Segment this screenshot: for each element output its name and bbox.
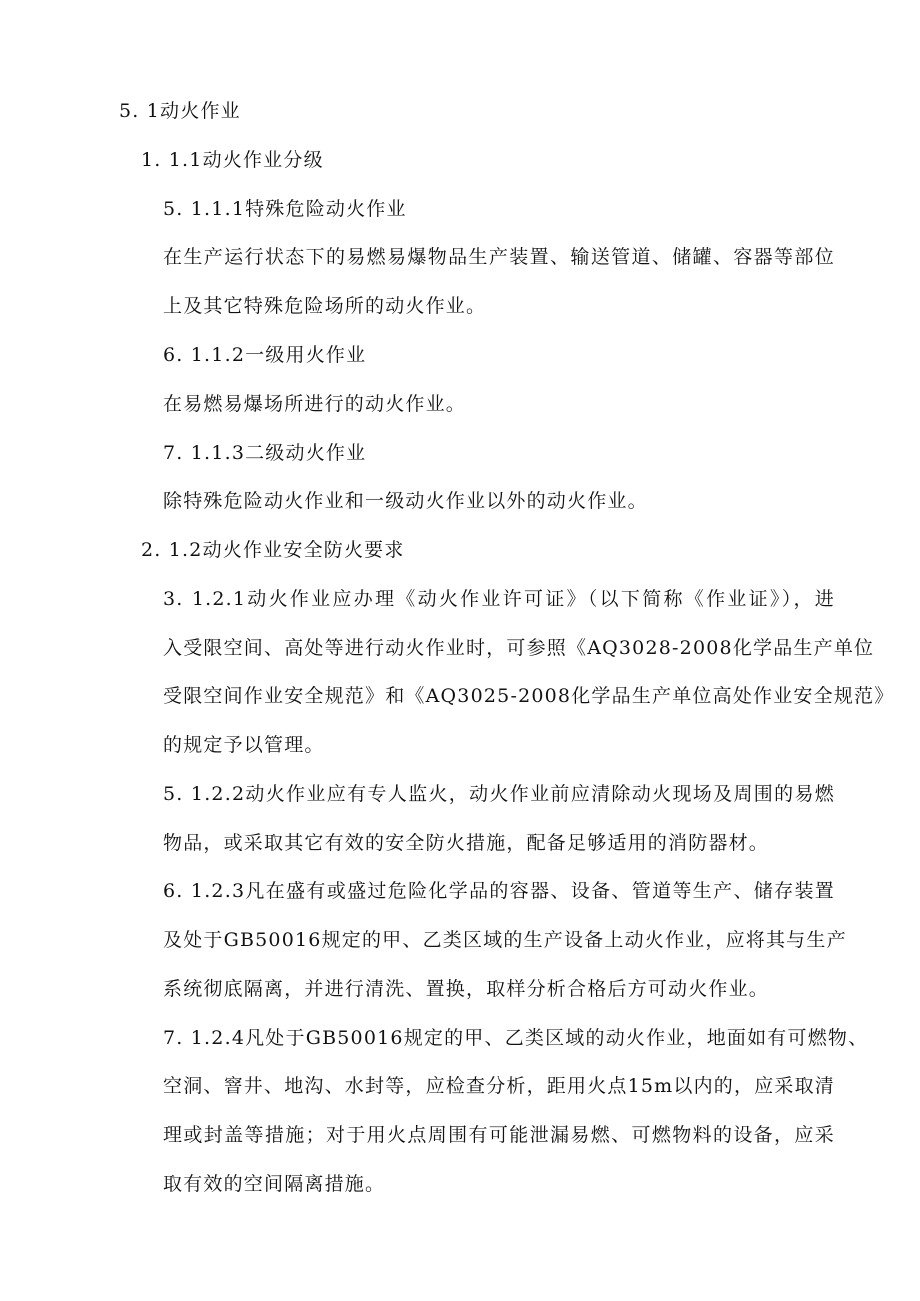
paragraph-text: 入受限空间、高处等进行动火作业时，可参照《AQ3028-2008化学品生产单位 [163, 637, 875, 659]
paragraph-text: 及处于GB50016规定的甲、乙类区域的生产设备上动火作业，应将其与生产 [163, 929, 847, 951]
heading-5-1: 5. 1动火作业 [119, 100, 241, 122]
paragraph-line: 上及其它特殊危险场所的动火作业。 [163, 295, 487, 317]
paragraph-text: 7. 1.2.4凡处于GB50016规定的甲、乙类区域的动火作业，地面如有可燃物、 [163, 1027, 869, 1049]
paragraph-line [163, 878, 835, 904]
paragraph-line: 取有效的空间隔离措施。 [163, 1173, 386, 1195]
paragraph-text: 理或封盖等措施；对于用火点周围有可能泄漏易燃、可燃物料的设备，应采 [163, 1124, 835, 1146]
paragraph-line [163, 1025, 869, 1051]
heading-1-1-1: 1. 1.1动火作业分级 [141, 149, 324, 171]
paragraph-text: 在生产运行状态下的易燃易爆物品生产装置、输送管道、储罐、容器等部位 [163, 246, 835, 268]
heading-1-2: 2. 1.2动火作业安全防火要求 [141, 539, 405, 561]
heading-1-1-2: 6. 1.1.2一级用火作业 [163, 344, 367, 366]
paragraph-line: 物品，或采取其它有效的安全防火措施，配备足够适用的消防器材。 [163, 832, 770, 854]
paragraph-line [163, 1122, 835, 1148]
paragraph-text: 空洞、窨井、地沟、水封等，应检查分析，距用火点15m以内的，应采取清 [163, 1075, 835, 1097]
paragraph-text: 6. 1.2.3凡在盛有或盛过危险化学品的容器、设备、管道等生产、储存装置 [163, 880, 835, 902]
paragraph-line [163, 635, 875, 661]
heading-1-1-1-special: 5. 1.1.1特殊危险动火作业 [163, 198, 407, 220]
paragraph-line [163, 683, 895, 709]
paragraph-text: 3. 1.2.1动火作业应办理《动火作业许可证》（以下简称《作业证》），进 [163, 588, 835, 610]
paragraph-text: 5. 1.2.2动火作业应有专人监火，动火作业前应清除动火现场及周围的易燃 [163, 783, 835, 805]
paragraph-line: 在易燃易爆场所进行的动火作业。 [163, 393, 467, 415]
paragraph-line [163, 927, 847, 953]
heading-1-1-3: 7. 1.1.3二级动火作业 [163, 442, 367, 464]
paragraph-text: 受限空间作业安全规范》和《AQ3025-2008化学品生产单位高处作业安全规范》 [163, 685, 895, 707]
paragraph-line [163, 781, 835, 807]
paragraph-line: 除特殊危险动火作业和一级动火作业以外的动火作业。 [163, 490, 648, 512]
paragraph-line [163, 1073, 835, 1099]
paragraph-line [163, 586, 835, 612]
paragraph-line: 的规定予以管理。 [163, 734, 325, 756]
paragraph-line: 系统彻底隔离，并进行清洗、置换，取样分析合格后方可动火作业。 [163, 978, 770, 1000]
paragraph-line [163, 244, 835, 270]
